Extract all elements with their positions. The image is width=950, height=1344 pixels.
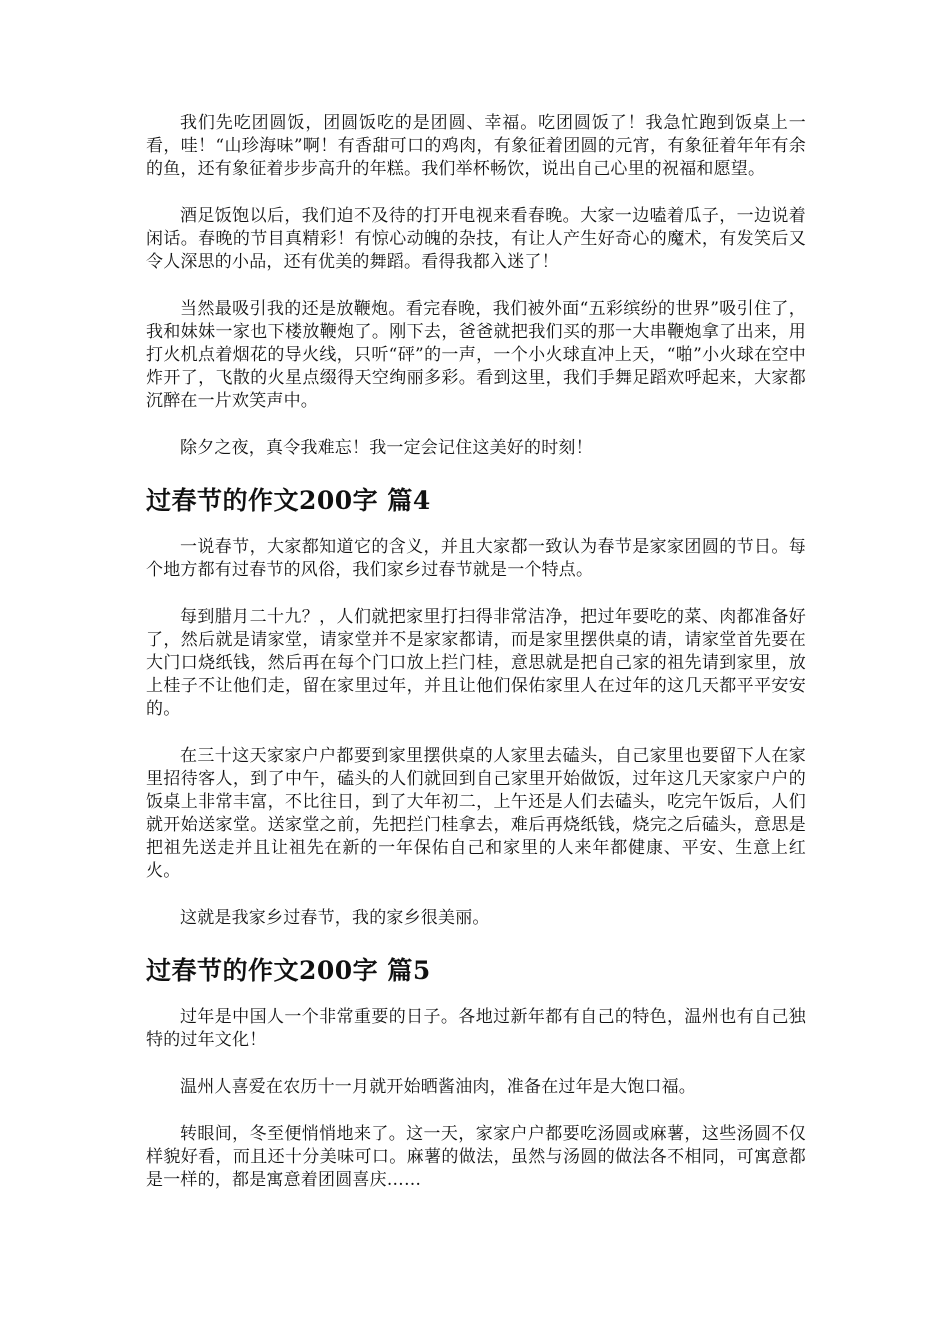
document-page [146, 112, 806, 1216]
section-title-essay-4: 过春节的作文200字 篇4 [146, 486, 431, 515]
paragraph-firecrackers: 当然最吸引我的还是放鞭炮。看完春晚，我们被外面“五彩缤纷的世界”吸引住了，我和妹妹一家也下楼放鞭炮了。刚下去，爸爸就把我们买的那一大串鞭炮拿了出来，用打火机点着烟花的导火线，只听“砰”的一声，一个小火球直冲上天，“啪”小火球在空中炸开了，飞散的火星点缀得天空绚丽多彩。看到这里，我们手舞足蹈欢呼起来，大家都沉醉在一片欢笑声中。 [146, 299, 806, 411]
paragraph-essay4-cleaning: 每到腊月二十九？，人们就把家里打扫得非常洁净，把过年要吃的菜、肉都准备好了，然后就是请家堂，请家堂并不是家家都请，而是家里摆供桌的请，请家堂首先要在大门口烧纸钱，然后再在每个门口放上拦门桂，意思就是把自己家的祖先请到家里，放上桂子不让他们走，留在家里过年，并且让他们保佑家里人在过年的这几天都平平安安的。 [146, 607, 806, 719]
paragraph-essay4-new-year-eve-customs: 在三十这天家家户户都要到家里摆供桌的人家里去磕头，自己家里也要留下人在家里招待客人，到了中午，磕头的人们就回到自己家里开始做饭，过年这几天家家户户的饭桌上非常丰富，不比往日，到了大年初二，上午还是人们去磕头，吃完午饭后，人们就开始送家堂。送家堂之前，先把拦门桂拿去，难后再烧纸钱，烧完之后磕头，意思是把祖先送走并且让祖先在新的一年保佑自己和家里的人来年都健康、平安、生意上红火。 [146, 746, 806, 881]
paragraph-essay5-intro: 过年是中国人一个非常重要的日子。各地过新年都有自己的特色，温州也有自己独特的过年文化！ [146, 1007, 806, 1050]
paragraph-reunion-dinner: 我们先吃团圆饭，团圆饭吃的是团圆、幸福。吃团圆饭了！我急忙跑到饭桌上一看，哇！“山珍海味”啊！有香甜可口的鸡肉，有象征着团圆的元宵，有象征着年年有余的鱼，还有象征着步步高升的年糕。我们举杯畅饮，说出自己心里的祝福和愿望。 [146, 113, 806, 179]
paragraph-essay5-soy-pork: 温州人喜爱在农历十一月就开始晒酱油肉，准备在过年是大饱口福。 [180, 1077, 696, 1097]
section-title-essay-5: 过春节的作文200字 篇5 [146, 956, 431, 985]
paragraph-spring-gala: 酒足饭饱以后，我们迫不及待的打开电视来看春晚。大家一边嗑着瓜子，一边说着闲话。春晚的节目真精彩！有惊心动魄的杂技，有让人产生好奇心的魔术，有发笑后又令人深思的小品，还有优美的舞蹈。看得我都入迷了！ [146, 206, 806, 272]
paragraph-essay4-intro: 一说春节，大家都知道它的含义，并且大家都一致认为春节是家家团圆的节日。每个地方都有过春节的风俗，我们家乡过春节就是一个特点。 [146, 537, 806, 580]
paragraph-essay4-conclusion: 这就是我家乡过春节，我的家乡很美丽。 [180, 908, 490, 928]
paragraph-new-years-eve: 除夕之夜，真令我难忘！我一定会记住这美好的时刻！ [180, 438, 593, 458]
paragraph-essay5-winter-solstice: 转眼间，冬至便悄悄地来了。这一天，家家户户都要吃汤圆或麻薯，这些汤圆不仅样貌好看，而且还十分美味可口。麻薯的做法，虽然与汤圆的做法各不相同，可寓意都是一样的，都是寓意着团圆喜庆…… [146, 1124, 806, 1190]
